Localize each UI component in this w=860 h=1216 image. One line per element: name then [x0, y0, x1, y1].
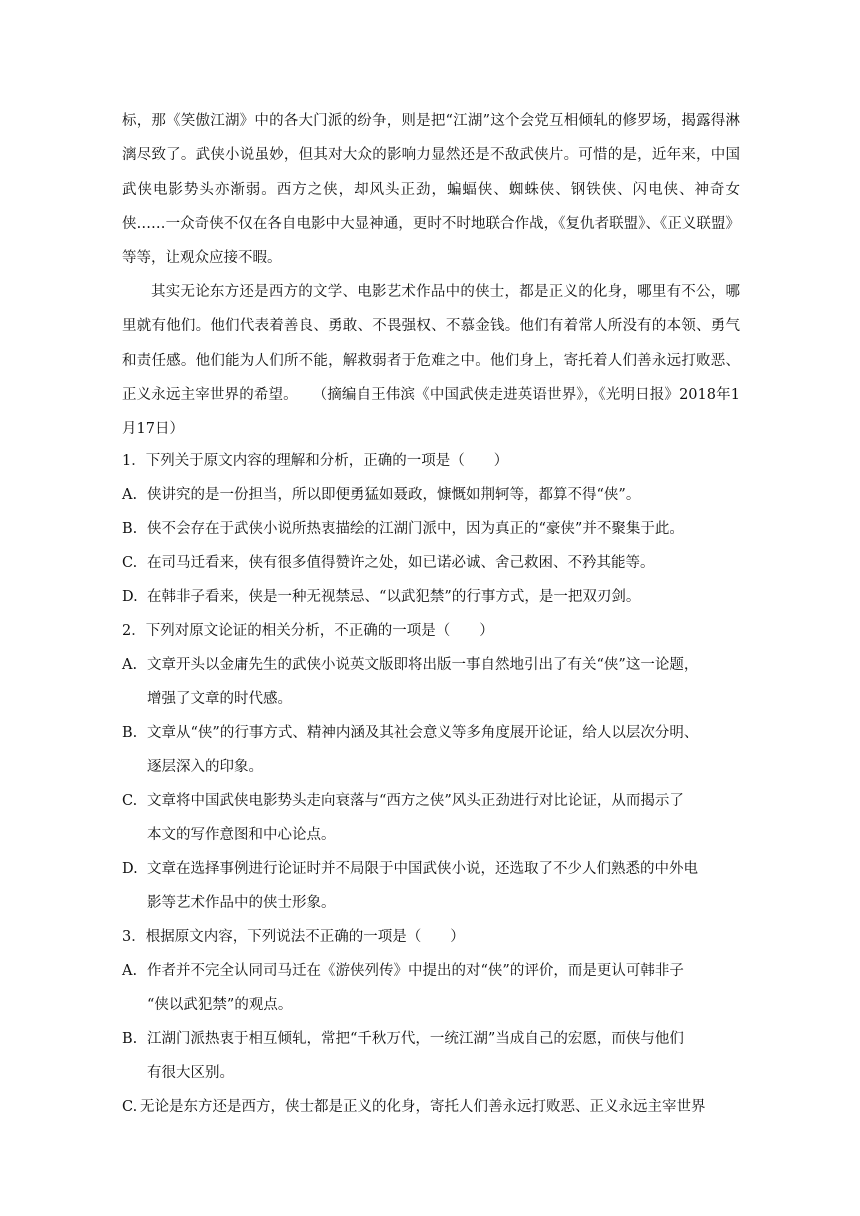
question-2-option-a[interactable] — [122, 648, 740, 717]
option-text-continued: 增强了文章的时代感。 — [147, 691, 292, 708]
question-2-option-b[interactable] — [122, 716, 740, 785]
option-text: 在韩非子看来，侠是一种无视禁忌、“以武犯禁”的行事方式，是一把双刃剑。 — [147, 589, 641, 605]
option-text: 侠讲究的是一份担当，所以即便勇猛如聂政，慷慨如荆轲等，都算不得“侠”。 — [147, 487, 641, 503]
option-letter: C. — [122, 793, 138, 809]
option-letter: A. — [122, 963, 138, 979]
question-3-stem: 3．根据原文内容，下列说法不正确的一项是（ ） — [122, 929, 465, 945]
option-letter: A. — [122, 487, 138, 503]
option-letter: B. — [122, 521, 138, 537]
option-letter: C. — [122, 1099, 138, 1115]
question-3-option-a[interactable] — [122, 954, 740, 1023]
option-text-continued: “侠以武犯禁”的观点。 — [147, 997, 293, 1014]
option-text-continued: 本文的写作意图和中心论点。 — [147, 827, 336, 844]
question-1-stem: 1．下列关于原文内容的理解和分析，正确的一项是（ ） — [122, 453, 509, 469]
passage-paragraph-2: 其实无论东方还是西方的文学、电影艺术作品中的侠士，都是正义的化身，哪里有不公，哪里就有他们。他们代表着善良、勇敢、不畏强权、不慕金钱。他们有着常人所没有的本领、勇气和责任感。他们能为人们所不能，解救弱者于危难之中。他们身上，寄托着人们善永远打败恶、正义永远主宰世界的希望。 （摘编自王伟滨《中国武侠走进英语世界》，《光明日报》2018年1月17日） — [122, 284, 740, 438]
question-2-stem: 2．下列对原文论证的相关分析，不正确的一项是（ ） — [122, 623, 494, 639]
question-1-option-d[interactable] — [122, 580, 740, 614]
option-text-continued: 有很大区别。 — [147, 1065, 234, 1082]
question-2-option-d[interactable] — [122, 852, 740, 921]
question-3-option-c[interactable] — [122, 1090, 740, 1124]
option-text: 作者并不完全认同司马迁在《游侠列传》中提出的对“侠”的评价，而是更认可韩非子 — [147, 963, 684, 979]
option-letter: D. — [122, 861, 138, 877]
question-1-option-b[interactable] — [122, 512, 740, 546]
option-letter: B. — [122, 725, 138, 741]
option-letter: C. — [122, 555, 138, 571]
option-text-continued: 影等艺术作品中的侠士形象。 — [147, 895, 336, 912]
option-letter: B. — [122, 1031, 138, 1047]
question-1-option-a[interactable] — [122, 478, 740, 512]
option-text: 文章开头以金庸先生的武侠小说英文版即将出版一事自然地引出了有关“侠”这一论题， — [147, 657, 699, 673]
option-text: 文章从“侠”的行事方式、精神内涵及其社会意义等多角度展开论证，给人以层次分明、 — [147, 725, 699, 741]
option-text: 无论是东方还是西方，侠士都是正义的化身，寄托人们善永远打败恶、正义永远主宰世界 — [140, 1099, 706, 1115]
question-3-option-b[interactable] — [122, 1022, 740, 1091]
option-text: 文章在选择事例进行论证时并不局限于中国武侠小说，还选取了不少人们熟悉的中外电 — [147, 861, 698, 877]
option-letter: D. — [122, 589, 138, 605]
question-2-option-c[interactable] — [122, 784, 740, 853]
option-text: 文章将中国武侠电影势头走向衰落与“西方之侠”风头正劲进行对比论证，从而揭示了 — [147, 793, 684, 809]
option-letter: A. — [122, 657, 138, 673]
passage-paragraph-1: 标，那《笑傲江湖》中的各大门派的纷争，则是把“江湖”这个会党互相倾轧的修罗场，揭露得淋漓尽致了。武侠小说虽妙，但其对大众的影响力显然还是不敌武侠片。可惜的是，近年来，中国武侠电影势头亦渐弱。西方之侠，却风头正劲，蝙蝠侠、蜘蛛侠、钢铁侠、闪电侠、神奇女侠……一众奇侠不仅在各自电影中大显神通，更时不时地联合作战，《复仇者联盟》、《正义联盟》等等，让观众应接不暇。 — [122, 113, 740, 267]
option-text: 江湖门派热衷于相互倾轧，常把“千秋万代，一统江湖”当成自己的宏愿，而侠与他们 — [147, 1031, 684, 1047]
question-1-option-c[interactable] — [122, 546, 740, 580]
option-text: 侠不会存在于武侠小说所热衷描绘的江湖门派中，因为真正的“豪侠”并不聚集于此。 — [147, 521, 684, 537]
option-text-continued: 逐层深入的印象。 — [147, 759, 263, 776]
option-text: 在司马迁看来，侠有很多值得赞许之处，如已诺必诚、舍己救困、不矜其能等。 — [147, 555, 655, 571]
